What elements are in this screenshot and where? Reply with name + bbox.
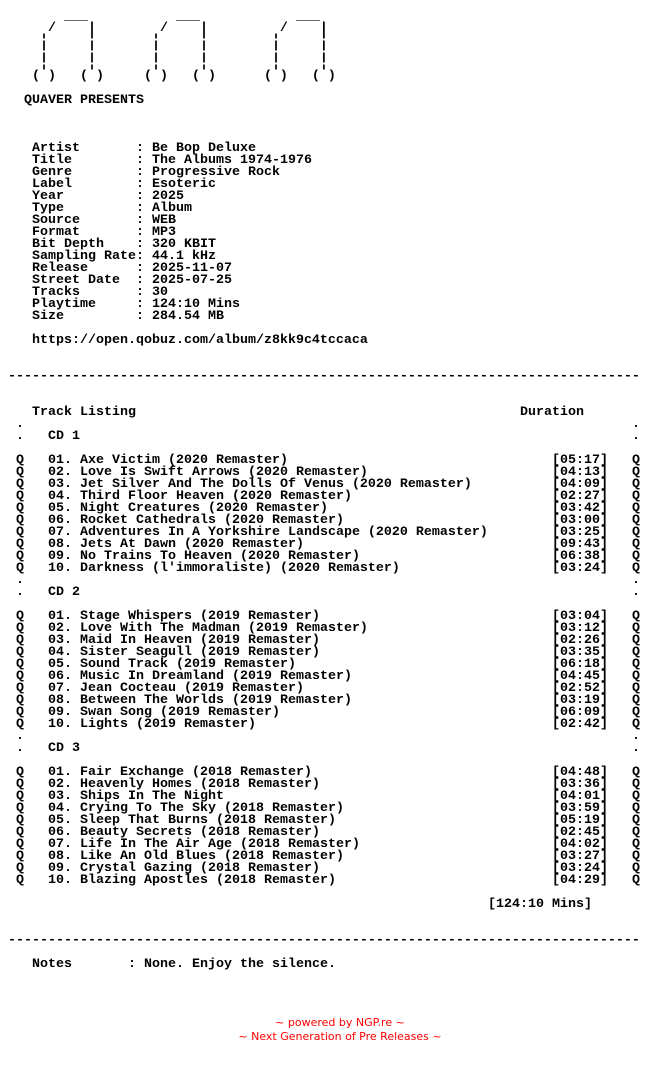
track-duration: [04:01] [552, 789, 608, 804]
info-value: 320 KBIT [152, 237, 216, 252]
info-label: Release [32, 261, 88, 276]
track-number: 01. [48, 453, 72, 468]
border-dot: . [16, 417, 24, 432]
border-q: Q [16, 513, 24, 528]
track-duration: [05:17] [552, 453, 608, 468]
cd-heading: CD 3 [48, 741, 80, 756]
track-duration: [06:09] [552, 705, 608, 720]
info-label: Title [32, 153, 72, 168]
border-q: Q [16, 645, 24, 660]
border-q: Q [632, 525, 640, 540]
track-number: 06. [48, 513, 72, 528]
track-duration: [04:02] [552, 837, 608, 852]
border-q: Q [16, 489, 24, 504]
track-number: 07. [48, 681, 72, 696]
info-value: 30 [152, 285, 168, 300]
border-q: Q [16, 501, 24, 516]
track-duration: [03:59] [552, 801, 608, 816]
track-duration: [04:48] [552, 765, 608, 780]
logo-line: ¦ ¦ ¦ ¦ ¦ ¦ [0, 33, 328, 48]
border-q: Q [16, 825, 24, 840]
border-q: Q [16, 453, 24, 468]
info-label: Type [32, 201, 64, 216]
cd-heading: CD 2 [48, 585, 80, 600]
border-q: Q [16, 717, 24, 732]
track-title: Jean Cocteau (2019 Remaster) [80, 681, 304, 696]
border-q: Q [16, 873, 24, 888]
border-q: Q [16, 801, 24, 816]
info-label: Bit Depth [32, 237, 104, 252]
border-q: Q [16, 765, 24, 780]
border-q: Q [632, 813, 640, 828]
track-title: Like An Old Blues (2018 Remaster) [80, 849, 344, 864]
info-label: Year [32, 189, 64, 204]
info-separator: : [136, 309, 144, 324]
border-q: Q [16, 561, 24, 576]
info-separator: : [136, 177, 144, 192]
track-title: Crying To The Sky (2018 Remaster) [80, 801, 344, 816]
track-number: 01. [48, 609, 72, 624]
border-q: Q [16, 693, 24, 708]
track-title: No Trains To Heaven (2020 Remaster) [80, 549, 360, 564]
track-duration: [03:36] [552, 777, 608, 792]
border-q: Q [16, 669, 24, 684]
track-title: Crystal Gazing (2018 Remaster) [80, 861, 320, 876]
border-q: Q [632, 765, 640, 780]
border-q: Q [632, 849, 640, 864]
track-duration: [02:27] [552, 489, 608, 504]
border-q: Q [16, 633, 24, 648]
border-q: Q [632, 693, 640, 708]
info-separator: : [136, 225, 144, 240]
track-title: Music In Dreamland (2019 Remaster) [80, 669, 352, 684]
track-title: Jets At Dawn (2020 Remaster) [80, 537, 304, 552]
info-value: 2025-07-25 [152, 273, 232, 288]
logo-line: / | / | / | [0, 21, 328, 36]
border-q: Q [16, 549, 24, 564]
track-number: 07. [48, 837, 72, 852]
border-q: Q [632, 477, 640, 492]
track-duration: [03:24] [552, 861, 608, 876]
footer-powered-by: ~ powered by NGP.re ~ [275, 1016, 405, 1029]
border-q: Q [632, 633, 640, 648]
track-duration: [03:19] [552, 693, 608, 708]
track-duration: [04:29] [552, 873, 608, 888]
track-title: Maid In Heaven (2019 Remaster) [80, 633, 320, 648]
track-number: 05. [48, 657, 72, 672]
border-q: Q [632, 777, 640, 792]
track-duration: [09:43] [552, 537, 608, 552]
track-title: Love Is Swift Arrows (2020 Remaster) [80, 465, 368, 480]
track-duration: [02:45] [552, 825, 608, 840]
info-label: Format [32, 225, 80, 240]
info-label: Size [32, 309, 64, 324]
info-separator: : [136, 213, 144, 228]
border-q: Q [632, 717, 640, 732]
track-number: 03. [48, 477, 72, 492]
info-separator: : [136, 201, 144, 216]
info-separator: : [136, 141, 144, 156]
info-label: Playtime [32, 297, 96, 312]
border-q: Q [632, 609, 640, 624]
track-number: 04. [48, 489, 72, 504]
border-q: Q [16, 777, 24, 792]
logo-line: ¦ ¦ ¦ ¦ ¦ ¦ [0, 45, 328, 60]
border-q: Q [16, 705, 24, 720]
info-label: Street Date [32, 273, 120, 288]
border-q: Q [632, 669, 640, 684]
track-duration: [03:25] [552, 525, 608, 540]
track-number: 03. [48, 789, 72, 804]
info-label: Source [32, 213, 80, 228]
track-number: 08. [48, 537, 72, 552]
notes-separator: : [128, 957, 136, 972]
album-url-link[interactable]: https://open.qobuz.com/album/z8kk9c4tccaca [32, 333, 368, 348]
border-q: Q [632, 645, 640, 660]
border-q: Q [16, 609, 24, 624]
info-separator: : [136, 249, 144, 264]
border-q: Q [632, 537, 640, 552]
track-number: 02. [48, 777, 72, 792]
logo-line: ( ) ( ) ( ) ( ) ( ) ( ) [0, 69, 336, 84]
track-title: Swan Song (2019 Remaster) [80, 705, 280, 720]
track-duration: [03:12] [552, 621, 608, 636]
info-label: Sampling Rate [32, 249, 136, 264]
track-title: Axe Victim (2020 Remaster) [80, 453, 288, 468]
border-q: Q [16, 465, 24, 480]
track-title: Lights (2019 Remaster) [80, 717, 256, 732]
divider: ------------------------------------------------------------------------------- [8, 369, 640, 384]
border-q: Q [16, 621, 24, 636]
total-duration: [124:10 Mins] [488, 897, 592, 912]
track-listing-heading: Track Listing [32, 405, 136, 420]
track-duration: [03:24] [552, 561, 608, 576]
footer-tagline: ~ Next Generation of Pre Releases ~ [238, 1030, 442, 1043]
info-value: WEB [152, 213, 176, 228]
info-separator: : [136, 297, 144, 312]
track-duration: [06:38] [552, 549, 608, 564]
border-dot: . [632, 429, 640, 444]
track-duration: [04:09] [552, 477, 608, 492]
info-separator: : [136, 285, 144, 300]
border-q: Q [632, 501, 640, 516]
track-duration: [03:27] [552, 849, 608, 864]
info-separator: : [136, 273, 144, 288]
divider: ------------------------------------------------------------------------------- [8, 933, 640, 948]
track-title: Fair Exchange (2018 Remaster) [80, 765, 312, 780]
border-dot: . [16, 729, 24, 744]
border-q: Q [16, 861, 24, 876]
info-value: 44.1 kHz [152, 249, 216, 264]
track-title: Ships In The Night [80, 789, 224, 804]
track-title: Sleep That Burns (2018 Remaster) [80, 813, 336, 828]
track-duration: [02:26] [552, 633, 608, 648]
border-q: Q [632, 549, 640, 564]
border-q: Q [632, 837, 640, 852]
track-number: 04. [48, 801, 72, 816]
info-separator: : [136, 189, 144, 204]
border-q: Q [632, 801, 640, 816]
track-duration: [02:52] [552, 681, 608, 696]
info-separator: : [136, 261, 144, 276]
track-title: Night Creatures (2020 Remaster) [80, 501, 328, 516]
track-duration: [04:13] [552, 465, 608, 480]
track-number: 10. [48, 873, 72, 888]
info-value: Album [152, 201, 192, 216]
border-q: Q [632, 681, 640, 696]
track-duration: [06:18] [552, 657, 608, 672]
track-number: 01. [48, 765, 72, 780]
track-duration: [03:04] [552, 609, 608, 624]
info-value: Esoteric [152, 177, 216, 192]
track-number: 05. [48, 501, 72, 516]
logo-line: ___ ___ ___ [0, 9, 320, 24]
notes-label: Notes [32, 957, 72, 972]
logo-line: ¦ ¦ ¦ ¦ ¦ ¦ [0, 57, 328, 72]
track-duration: [04:45] [552, 669, 608, 684]
border-q: Q [632, 513, 640, 528]
border-dot: . [16, 429, 24, 444]
track-number: 02. [48, 621, 72, 636]
border-dot: . [16, 741, 24, 756]
border-q: Q [632, 789, 640, 804]
track-title: Sound Track (2019 Remaster) [80, 657, 296, 672]
track-title: Adventures In A Yorkshire Landscape (2020 Remaster) [80, 525, 488, 540]
border-dot: . [632, 573, 640, 588]
notes-value: None. Enjoy the silence. [144, 957, 336, 972]
track-number: 06. [48, 825, 72, 840]
border-q: Q [16, 477, 24, 492]
border-q: Q [632, 465, 640, 480]
border-dot: . [632, 741, 640, 756]
border-q: Q [16, 837, 24, 852]
track-duration: [03:00] [552, 513, 608, 528]
info-value: 284.54 MB [152, 309, 224, 324]
track-number: 10. [48, 561, 72, 576]
info-value: The Albums 1974-1976 [152, 153, 312, 168]
border-dot: . [16, 585, 24, 600]
track-number: 10. [48, 717, 72, 732]
track-number: 04. [48, 645, 72, 660]
border-q: Q [16, 537, 24, 552]
track-title: Third Floor Heaven (2020 Remaster) [80, 489, 352, 504]
track-number: 09. [48, 549, 72, 564]
track-number: 06. [48, 669, 72, 684]
track-duration: [03:35] [552, 645, 608, 660]
track-number: 08. [48, 849, 72, 864]
presents-heading: QUAVER PRESENTS [24, 93, 144, 108]
border-q: Q [632, 825, 640, 840]
border-q: Q [16, 657, 24, 672]
border-q: Q [632, 489, 640, 504]
track-title: Stage Whispers (2019 Remaster) [80, 609, 320, 624]
border-q: Q [632, 621, 640, 636]
track-title: Love With The Madman (2019 Remaster) [80, 621, 368, 636]
track-title: Blazing Apostles (2018 Remaster) [80, 873, 336, 888]
info-value: Be Bop Deluxe [152, 141, 256, 156]
border-q: Q [16, 813, 24, 828]
track-title: Jet Silver And The Dolls Of Venus (2020 Remaster) [80, 477, 472, 492]
cd-heading: CD 1 [48, 429, 80, 444]
info-value: MP3 [152, 225, 176, 240]
track-title: Between The Worlds (2019 Remaster) [80, 693, 352, 708]
duration-heading: Duration [520, 405, 584, 420]
border-q: Q [632, 873, 640, 888]
info-value: 124:10 Mins [152, 297, 240, 312]
info-value: 2025 [152, 189, 184, 204]
track-title: Sister Seagull (2019 Remaster) [80, 645, 320, 660]
track-duration: [03:42] [552, 501, 608, 516]
border-q: Q [16, 681, 24, 696]
info-value: 2025-11-07 [152, 261, 232, 276]
info-separator: : [136, 153, 144, 168]
track-number: 02. [48, 465, 72, 480]
border-dot: . [632, 585, 640, 600]
border-dot: . [16, 573, 24, 588]
border-q: Q [632, 657, 640, 672]
info-label: Label [32, 177, 72, 192]
border-q: Q [16, 789, 24, 804]
info-value: Progressive Rock [152, 165, 280, 180]
border-q: Q [16, 849, 24, 864]
border-q: Q [632, 453, 640, 468]
track-number: 08. [48, 693, 72, 708]
info-separator: : [136, 237, 144, 252]
track-title: Heavenly Homes (2018 Remaster) [80, 777, 320, 792]
track-title: Darkness (l'immoraliste) (2020 Remaster) [80, 561, 400, 576]
track-title: Rocket Cathedrals (2020 Remaster) [80, 513, 344, 528]
track-number: 09. [48, 861, 72, 876]
border-q: Q [632, 861, 640, 876]
track-number: 05. [48, 813, 72, 828]
border-q: Q [16, 525, 24, 540]
track-duration: [05:19] [552, 813, 608, 828]
border-dot: . [632, 729, 640, 744]
info-separator: : [136, 165, 144, 180]
border-q: Q [632, 561, 640, 576]
track-number: 09. [48, 705, 72, 720]
track-title: Beauty Secrets (2018 Remaster) [80, 825, 320, 840]
track-number: 07. [48, 525, 72, 540]
border-dot: . [632, 417, 640, 432]
track-number: 03. [48, 633, 72, 648]
border-q: Q [632, 705, 640, 720]
track-title: Life In The Air Age (2018 Remaster) [80, 837, 360, 852]
info-label: Artist [32, 141, 80, 156]
track-duration: [02:42] [552, 717, 608, 732]
info-label: Genre [32, 165, 72, 180]
info-label: Tracks [32, 285, 80, 300]
